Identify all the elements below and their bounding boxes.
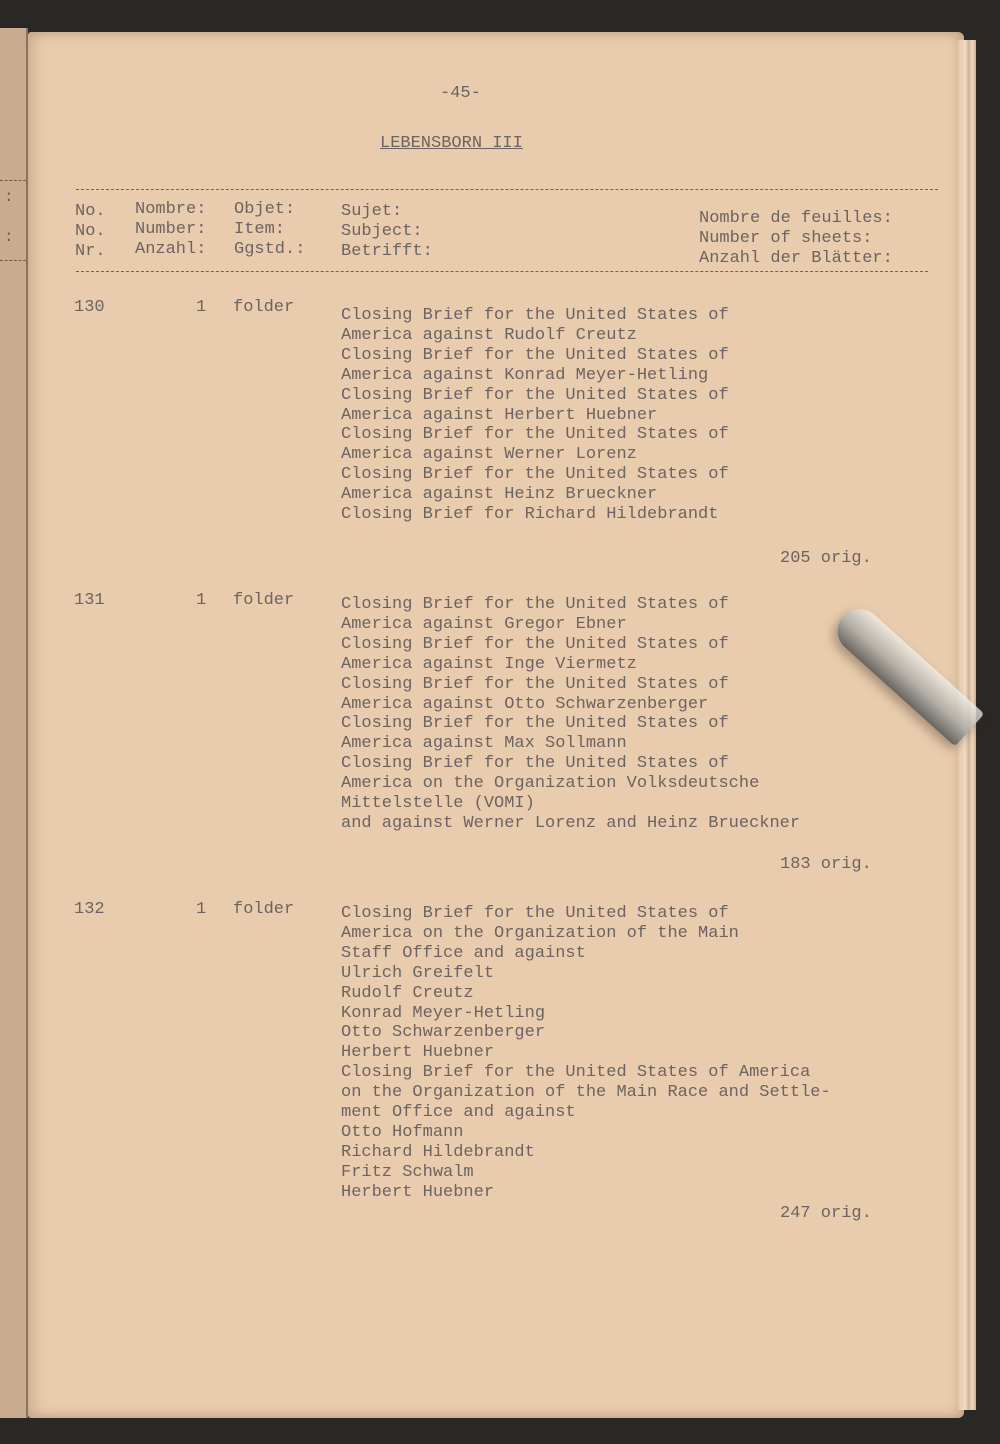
entry-number: 132: [74, 900, 105, 919]
entry-item-type: folder: [233, 298, 295, 317]
header-col-subject: Sujet: Subject: Betrifft:: [341, 202, 433, 261]
entry-subject-lines: Closing Brief for the United States of America against Gregor Ebner Closing Brief for the United States of America against Inge Viermetz Closing Brief for the United States of America against Otto Schwarzenberger Closing Brief for the United States of America against Max Sollmann Closing Brief for the United States of America on the Organization Volksdeutsche Mittelstelle (VOMI) and against Werner Lorenz and Heinz Brueckner: [341, 595, 801, 833]
entry-subject-lines: Closing Brief for the United States of America on the Organization of the Main Staff Office and against Ulrich Greifelt Rudolf Creutz Konrad Meyer-Hetling Otto Schwarzenberger Herbert Huebner Closing Brief for the United States of America on the Organization of the Main Race and Settle- ment Office and against Otto Hofmann Richard Hildebrandt Fritz Schwalm Herbert Huebner: [341, 904, 831, 1202]
entry-quantity: 1: [196, 298, 207, 317]
header-col-sheets: Nombre de feuilles: Number of sheets: Anzahl der Blätter:: [699, 209, 893, 268]
entry-sheet-count: 183 orig.: [780, 855, 872, 874]
page-number: -45-: [440, 84, 481, 103]
entry-item-type: folder: [233, 900, 295, 919]
entry-quantity: 1: [196, 591, 207, 610]
header-col-qty: Nombre: Number: Anzahl:: [135, 200, 207, 259]
header-col-item: Objet: Item: Ggstd.:: [234, 200, 306, 259]
entry-sheet-count: 247 orig.: [780, 1204, 872, 1223]
document-page: [28, 32, 964, 1418]
entry-sheet-count: 205 orig.: [780, 549, 872, 568]
entry-subject-lines: Closing Brief for the United States of America against Rudolf Creutz Closing Brief for the United States of America against Konrad Meyer-Hetling Closing Brief for the United States of America against Herbert Huebner Closing Brief for the United States of America against Werner Lorenz Closing Brief for the United States of America against Heinz Brueckner Closing Brief for Richard Hildebrandt: [341, 306, 729, 525]
entry-number: 130: [74, 298, 105, 317]
entry-quantity: 1: [196, 900, 207, 919]
header-bottom-rule: [76, 271, 928, 272]
entry-item-type: folder: [233, 591, 295, 610]
page-title: LEBENSBORN III: [380, 134, 523, 153]
header-top-rule: [76, 189, 938, 190]
entry-number: 131: [74, 591, 105, 610]
previous-page-edge: : :: [0, 28, 28, 1418]
header-col-no: No. No. Nr.: [75, 202, 106, 261]
